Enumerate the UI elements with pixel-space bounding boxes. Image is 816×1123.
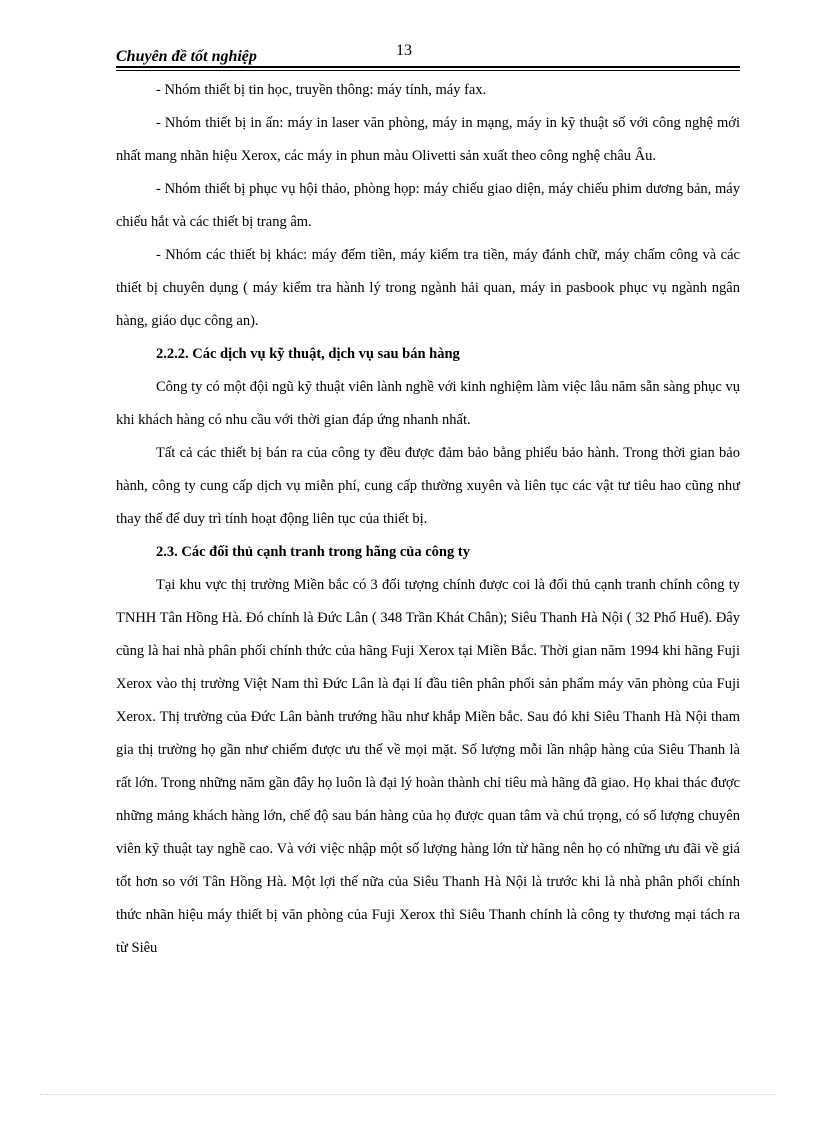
- header-rule-thin: [116, 70, 740, 71]
- body-paragraph: - Nhóm thiết bị phục vụ hội thảo, phòng họp: máy chiếu giao diện, máy chiếu phim dương bản, máy chiếu hắt và các thiết bị trang âm.: [116, 181, 740, 230]
- body-paragraph: - Nhóm thiết bị tin học, truyền thông: máy tính, máy fax.: [156, 82, 487, 98]
- section-heading: 2.2.2. Các dịch vụ kỹ thuật, dịch vụ sau bán hàng: [156, 346, 460, 362]
- page-number: 13: [396, 42, 412, 59]
- section-heading: 2.3. Các đối thủ cạnh tranh trong hãng của công ty: [156, 544, 470, 560]
- body-paragraph: Công ty có một đội ngũ kỹ thuật viên lành nghề với kinh nghiệm làm việc lâu năm sẵn sàng phục vụ khi khách hàng có nhu cầu với thời gian đáp ứng nhanh nhất.: [116, 379, 740, 428]
- header-rule-thick: [116, 66, 740, 68]
- page-header-title: Chuyên đề tốt nghiệp: [116, 48, 257, 65]
- body-paragraph: - Nhóm các thiết bị khác: máy đếm tiền, máy kiểm tra tiền, máy đánh chữ, máy chấm công và các thiết bị chuyên dụng ( máy kiểm tra hành lý trong ngành hải quan, máy in pasbook phục vụ ngành ngân hàng, giáo dục công an).: [116, 247, 740, 329]
- body-paragraph: Tại khu vực thị trường Miền bắc có 3 đối tượng chính được coi là đối thủ cạnh tranh chính công ty TNHH Tân Hồng Hà. Đó chính là Đức Lân ( 348 Trần Khát Chân); Siêu Thanh Hà Nội ( 32 Phố Huế). Đây cũng là hai nhà phân phối chính thức của hãng Fuji Xerox tại Miền Bắc. Thời gian năm 1994 khi hãng Fuji Xerox vào thị trường Việt Nam thì Đức Lân là đại lí đầu tiên phân phối sản phẩm máy văn phòng của Fuji Xerox. Thị trường của Đức Lân bành trướng hầu như khắp Miền bắc. Sau đó khi Siêu Thanh Hà Nội tham gia thị trường họ gần như chiếm được ưu thế về mọi mặt. Số lượng mỗi lần nhập hàng của Siêu Thanh là rất lớn. Trong những năm gần đây họ luôn là đại lý hoàn thành chỉ tiêu mà hãng đã giao. Họ khai thác được những mảng khách hàng lớn, chế độ sau bán hàng của họ được quan tâm và chú trọng, có số lượng chuyên viên kỹ thuật tay nghề cao. Và với việc nhập một số lượng hàng lớn từ hãng nên họ có những ưu đãi về giá tốt hơn so với Tân Hồng Hà. Một lợi thế nữa của Siêu Thanh Hà Nội là trước khi là nhà phân phối chính thức nhãn hiệu máy thiết bị văn phòng của Fuji Xerox thì Siêu Thanh chính là công ty thương mại tách ra từ Siêu: [116, 577, 740, 956]
- page-footer-rule: [40, 1094, 776, 1095]
- document-body: [116, 74, 740, 965]
- body-paragraph: Tất cả các thiết bị bán ra của công ty đều được đảm bảo bằng phiếu bảo hành. Trong thời gian bảo hành, công ty cung cấp dịch vụ miễn phí, cung cấp thường xuyên và liên tục các vật tư tiêu hao cũng như thay thế để duy trì tính hoạt động liên tục của thiết bị.: [116, 445, 740, 527]
- body-paragraph: - Nhóm thiết bị in ấn: máy in laser văn phòng, máy in mạng, máy in kỹ thuật số với công nghệ mới nhất mang nhãn hiệu Xerox, các máy in phun màu Olivetti sản xuất theo công nghệ châu Âu.: [116, 115, 740, 164]
